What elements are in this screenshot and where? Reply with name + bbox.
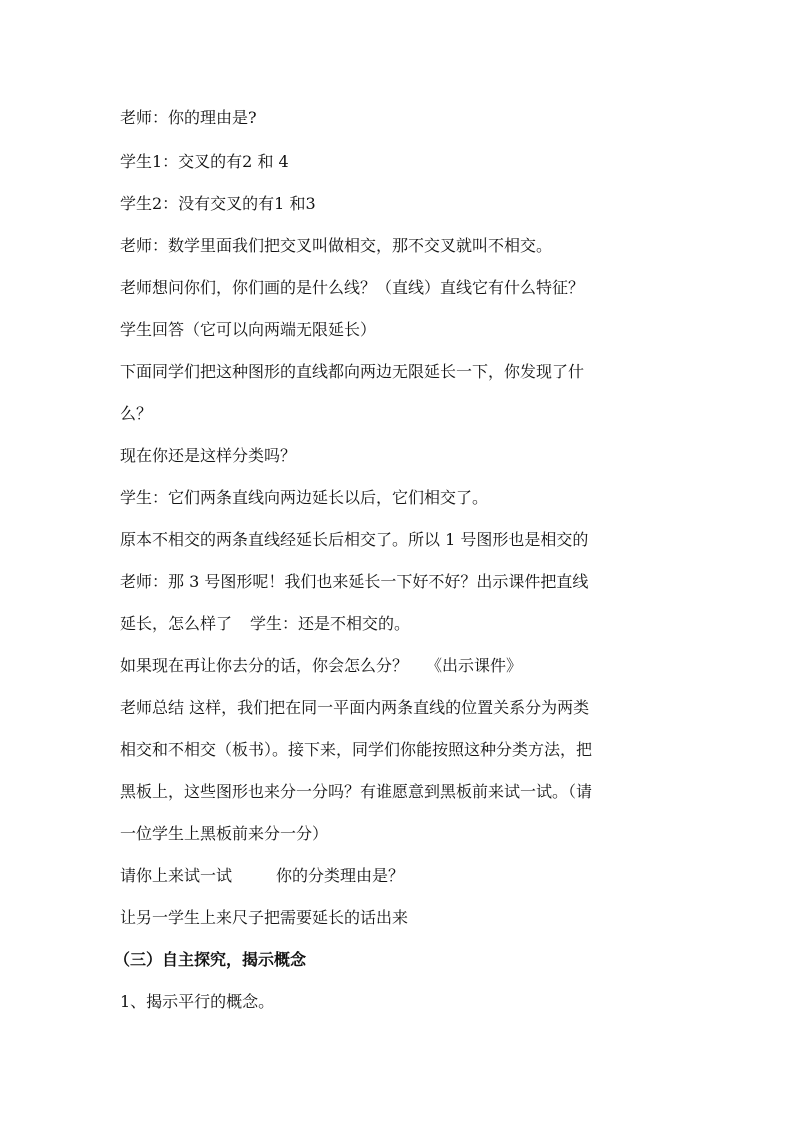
text-line-teacher-question: 老师想问你们，你们画的是什么线？（直线）直线它有什么特征？ bbox=[120, 278, 585, 297]
text-teacher-prompt: 延长，怎么样了 bbox=[120, 614, 233, 633]
text-come-up: 请你上来试一试 bbox=[120, 866, 233, 885]
text-line-teacher-intersect: 老师：数学里面我们把交叉叫做相交，那不交叉就叫不相交。 bbox=[120, 236, 553, 255]
text-line-figure3-result bbox=[120, 614, 680, 634]
text-line-summary-cont: 相交和不相交（板书）。接下来，同学们你能按照这种分类方法，把 bbox=[120, 740, 593, 759]
text-show-courseware: 《出示课件》 bbox=[426, 656, 523, 675]
text-line-try-it bbox=[120, 866, 680, 886]
text-line-parallel-concept: 1、揭示平行的概念。 bbox=[120, 992, 275, 1011]
text-line-ruler: 让另一学生上来尺子把需要延长的话出来 bbox=[120, 908, 409, 927]
text-line-blackboard-cont: 一位学生上黑板前来分一分） bbox=[120, 824, 329, 843]
text-line-student-observation: 学生：它们两条直线向两边延长以后，它们相交了。 bbox=[120, 488, 489, 507]
text-reclassify-question: 如果现在再让你去分的话，你会怎么分？ bbox=[120, 656, 409, 675]
text-line-teacher-summary: 老师总结 这样，我们把在同一平面内两条直线的位置关系分为两类 bbox=[120, 698, 590, 717]
text-reason-question: 你的分类理由是？ bbox=[276, 866, 405, 885]
text-line-blackboard: 黑板上，这些图形也来分一分吗？有谁愿意到黑板前来试一试。（请 bbox=[120, 782, 593, 801]
text-line-extend-lines: 下面同学们把这种图形的直线都向两边无限延长一下，你发现了什 bbox=[120, 362, 585, 381]
text-line-extend-lines-cont: 么？ bbox=[120, 404, 153, 423]
text-line-figure3-question: 老师：那 3 号图形呢！我们也来延长一下好不好？出示课件把直线 bbox=[120, 572, 589, 591]
section-heading-explore: （三）自主探究，揭示概念 bbox=[114, 950, 307, 969]
text-line-student1: 学生1：交叉的有2 和 4 bbox=[120, 152, 289, 171]
text-line-classify-question: 现在你还是这样分类吗？ bbox=[120, 446, 297, 465]
text-line-teacher-reason: 老师：你的理由是? bbox=[120, 108, 257, 127]
text-line-figure1-conclusion: 原本不相交的两条直线经延长后相交了。所以 1 号图形也是相交的 bbox=[120, 530, 589, 549]
text-line-student-answer: 学生回答（它可以向两端无限延长） bbox=[120, 320, 377, 339]
text-student-reply: 学生：还是不相交的。 bbox=[250, 614, 411, 633]
text-line-student2: 学生2：没有交叉的有1 和3 bbox=[120, 194, 316, 213]
text-line-reclassify bbox=[120, 656, 680, 676]
